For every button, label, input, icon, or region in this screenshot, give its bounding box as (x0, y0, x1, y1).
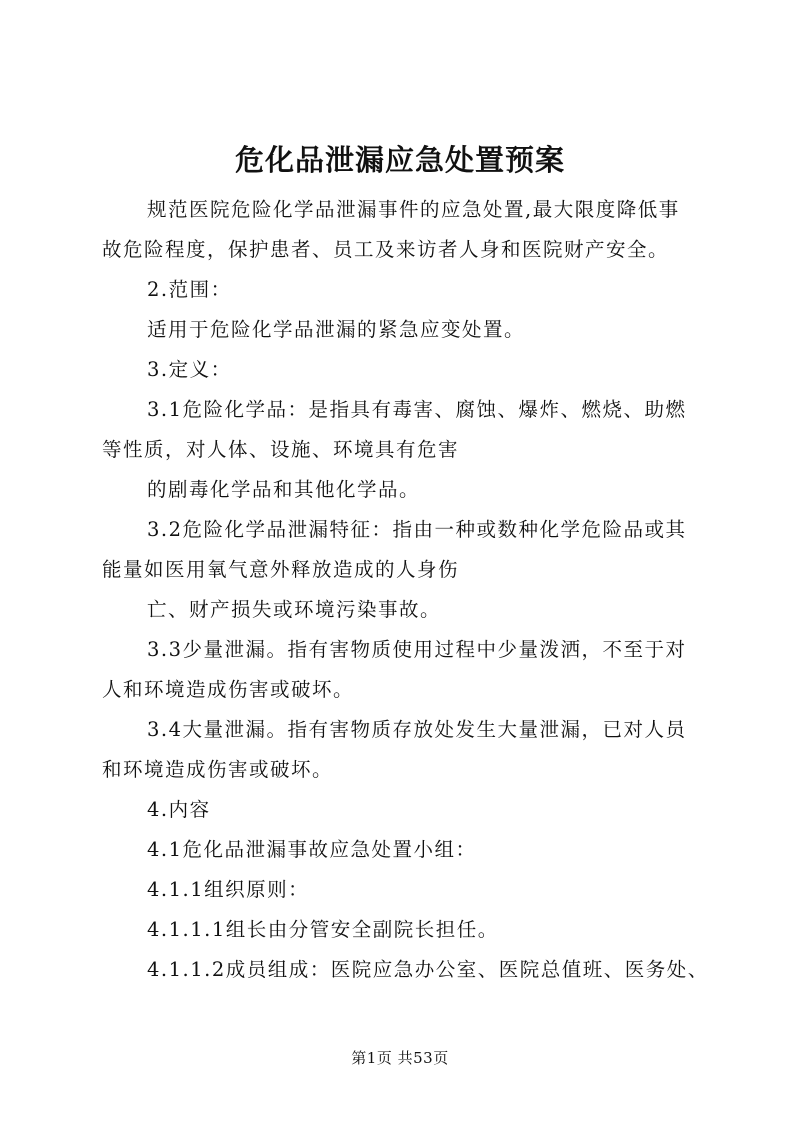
body-line: 适用于危险化学品泄漏的紧急应变处置。 (147, 318, 526, 341)
body-line: 3.2危险化学品泄漏特征：指由一种或数种化学危险品或其 (147, 518, 687, 541)
document-body (102, 190, 709, 990)
body-line: 4.1.1.2成员组成：医院应急办公室、医院总值班、医务处、 (147, 958, 709, 981)
body-line: 和环境造成伤害或破坏。 (102, 758, 334, 781)
document-title: 危化品泄漏应急处置预案 (234, 143, 565, 177)
body-line: 故危险程度，保护患者、员工及来访者人身和医院财产安全。 (102, 238, 670, 261)
body-line: 的剧毒化学品和其他化学品。 (147, 478, 421, 501)
body-line: 3.1危险化学品：是指具有毒害、腐蚀、爆炸、燃烧、助燃 (147, 398, 687, 421)
section-heading-definition: 3.定义： (147, 358, 232, 381)
body-line: 3.4大量泄漏。指有害物质存放处发生大量泄漏，已对人员 (147, 718, 687, 741)
body-line: 4.1.1组织原则： (147, 878, 310, 901)
body-line: 人和环境造成伤害或破坏。 (102, 678, 355, 701)
body-line: 3.3少量泄漏。指有害物质使用过程中少量泼洒，不至于对 (147, 638, 687, 661)
body-line: 4.1危化品泄漏事故应急处置小组： (147, 838, 477, 861)
body-line: 4.1.1.1组长由分管安全副院长担任。 (147, 918, 499, 941)
body-line: 等性质，对人体、设施、环境具有危害 (102, 438, 460, 461)
body-line: 规范医院危险化学品泄漏事件的应急处置,最大限度降低事 (147, 198, 680, 221)
page-footer: 第1页 共53页 (351, 1049, 449, 1067)
body-line: 能量如医用氧气意外释放造成的人身伤 (102, 558, 460, 581)
body-line: 亡、财产损失或环境污染事故。 (147, 598, 442, 621)
section-heading-scope: 2.范围： (147, 278, 232, 301)
section-heading-content: 4.内容 (147, 798, 211, 821)
